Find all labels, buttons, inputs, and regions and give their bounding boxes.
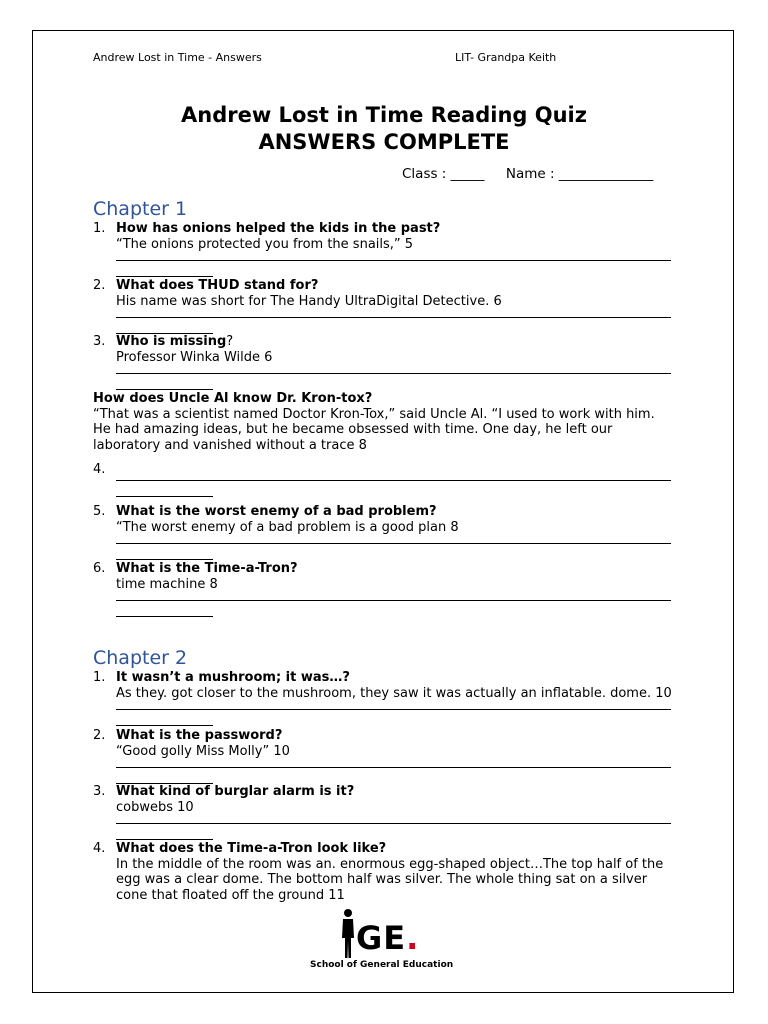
question-text: What kind of burglar alarm is it? (116, 784, 355, 799)
question-number: 2. (93, 728, 106, 743)
answer-text: “Good golly Miss Molly” 10 (116, 743, 290, 759)
question-text: How has onions helped the kids in the past? (116, 221, 441, 236)
answer-text: Professor Winka Wilde 6 (116, 349, 273, 365)
question-text: Who is missing (116, 334, 227, 349)
question-text: How does Uncle Al know Dr. Kron-tox? (93, 391, 373, 406)
answer-text: “The worst enemy of a bad problem is a good plan 8 (116, 519, 459, 535)
question-number: 3. (93, 334, 106, 349)
page-title: Andrew Lost in Time Reading Quiz (181, 103, 587, 127)
ch1-question-3 (93, 334, 673, 390)
chapter-1-heading: Chapter 1 (93, 198, 188, 220)
answer-text: His name was short for The Handy UltraDigital Detective. 6 (116, 293, 502, 309)
question-text: What is the password? (116, 728, 283, 743)
answer-line-short (116, 481, 213, 497)
logo-tagline: School of General Education (310, 960, 454, 970)
answer-text: In the middle of the room was an. enormous egg-shaped object…The top half of the egg was a clear dome. The bottom half was silver. The whole thing sat on a silver cone that ﬂoated oﬀ the ground 11 (116, 856, 664, 903)
ch1-question-2 (93, 278, 673, 334)
ch2-question-1 (93, 670, 673, 726)
question-text: What is the Time-a-Tron? (116, 561, 298, 576)
question-number: 4. (93, 841, 106, 856)
answer-text: cobwebs 10 (116, 799, 194, 815)
logo-letters: GE (356, 919, 407, 957)
answer-line (116, 759, 671, 768)
header-right: LIT- Grandpa Keith (455, 51, 557, 64)
logo-dot: . (406, 919, 420, 957)
question-number: 6. (93, 561, 106, 576)
answer-line (116, 309, 671, 318)
answer-text: “The onions protected you from the snails,” 5 (116, 236, 414, 252)
question-number: 5. (93, 504, 106, 519)
question-mark: ? (226, 334, 234, 349)
ch1-question-6 (93, 561, 673, 617)
question-number: 4. (93, 462, 106, 477)
answer-line-short (116, 374, 213, 390)
question-text: What does the Time-a-Tron look like? (116, 841, 387, 856)
page-subtitle: ANSWERS COMPLETE (258, 130, 510, 154)
answer-line (116, 365, 671, 374)
question-number: 2. (93, 278, 106, 293)
header-left: Andrew Lost in Time - Answers (93, 51, 262, 64)
answer-line-short (116, 824, 213, 840)
answer-line (116, 701, 671, 710)
school-logo (310, 905, 460, 975)
ch1-question-4-lines (93, 462, 673, 497)
ch1-question-4 (93, 391, 673, 453)
class-name-line: Class : _____ Name : ______________ (402, 166, 654, 182)
answer-line (116, 252, 671, 261)
question-text: What is the worst enemy of a bad problem? (116, 504, 437, 519)
ch2-question-3 (93, 784, 673, 840)
chapter-2-heading: Chapter 2 (93, 647, 188, 669)
answer-text: As they. got closer to the mushroom, they saw it was actually an inflatable. dome. 10 (116, 685, 672, 701)
question-text: What does THUD stand for? (116, 278, 319, 293)
answer-line (116, 592, 671, 601)
question-number: 1. (93, 670, 106, 685)
answer-line (116, 472, 671, 481)
answer-line-short (116, 318, 213, 334)
answer-text: time machine 8 (116, 576, 218, 592)
ch2-question-4 (93, 841, 673, 903)
question-number: 3. (93, 784, 106, 799)
question-number: 1. (93, 221, 106, 236)
ch2-question-2 (93, 728, 673, 784)
answer-line-short (116, 768, 213, 784)
answer-line (116, 815, 671, 824)
ch1-question-1 (93, 221, 673, 277)
answer-line-short (116, 261, 213, 277)
answer-line-short (116, 601, 213, 617)
answer-line (116, 535, 671, 544)
answer-text: “That was a scientist named Doctor Kron-Tox,” said Uncle Al. “I used to work with him. He had amazing ideas, but he became obsessed with time. One day, he left our laboratory and vanished without a trace 8 (93, 406, 655, 453)
answer-line-short (116, 710, 213, 726)
answer-line-short (116, 544, 213, 560)
ch1-question-5 (93, 504, 673, 560)
logo-mark (340, 919, 419, 957)
question-text: It wasn’t a mushroom; it was…? (116, 670, 350, 685)
